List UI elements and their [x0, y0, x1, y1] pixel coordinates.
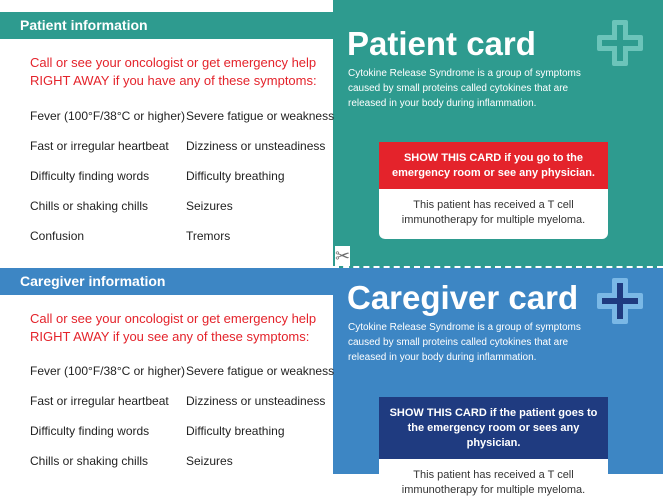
patient-info-header: Patient information	[0, 12, 333, 39]
caregiver-symptom: Severe fatigue or weakness	[186, 364, 335, 378]
patient-info-panel	[0, 0, 333, 268]
caregiver-card-title: Caregiver card	[347, 279, 579, 316]
caregiver-alert-text: Call or see your oncologist or get emergency help RIGHT AWAY if you see any of these symptoms:	[30, 311, 317, 344]
caregiver-symptom: Difficulty breathing	[186, 424, 285, 438]
patient-show-card-banner	[379, 142, 608, 189]
show-card-bold-text: SHOW THIS CARD	[403, 152, 502, 164]
caregiver-symptom: Fever (100°F/38°C or higher)	[30, 364, 185, 378]
patient-card-description: Cytokine Release Syndrome is a group of symptoms caused by small proteins called cytokines that are released in your body during inflammation.	[348, 68, 581, 109]
medical-cross-icon	[597, 20, 643, 66]
caregiver-section	[0, 268, 663, 496]
caregiver-info-panel	[0, 268, 333, 474]
patient-alert-text: Call or see your oncologist or get emergency help RIGHT AWAY if you have any of these symptoms:	[30, 55, 317, 88]
scissors-icon: ✂	[335, 246, 351, 266]
show-card-instruction: if you go to the emergency room or see any physician.	[392, 152, 595, 179]
caregiver-symptom: Chills or shaking chills	[30, 454, 149, 468]
patient-card-title: Patient card	[347, 25, 536, 62]
caregiver-show-card-box	[379, 397, 608, 496]
patient-symptom: Severe fatigue or weakness	[186, 109, 335, 123]
caregiver-symptom: Seizures	[186, 454, 233, 468]
medical-cross-icon	[597, 278, 643, 324]
caregiver-show-card-banner	[379, 397, 608, 459]
caregiver-symptom: Difficulty finding words	[30, 424, 150, 438]
patient-symptom: Fast or irregular heartbeat	[30, 139, 169, 153]
caregiver-card-description: Cytokine Release Syndrome is a group of symptoms caused by small proteins called cytokines that are released in your body during inflammation.	[348, 322, 581, 363]
patient-symptom: Fever (100°F/38°C or higher)	[30, 109, 185, 123]
patient-symptom: Seizures	[186, 199, 233, 213]
caregiver-symptom: Dizziness or unsteadiness	[186, 394, 326, 408]
show-card-bold-text: SHOW THIS CARD	[389, 407, 487, 419]
patient-symptom: Confusion	[30, 229, 85, 243]
caregiver-info-header: Caregiver information	[0, 268, 333, 295]
patient-symptom: Dizziness or unsteadiness	[186, 139, 326, 153]
patient-show-card-box	[379, 142, 608, 239]
patient-symptom: Tremors	[186, 229, 231, 243]
caregiver-symptom: Fast or irregular heartbeat	[30, 394, 169, 408]
cut-line	[333, 266, 663, 268]
patient-treatment-note: This patient has received a T cell immunotherapy for multiple myeloma.	[401, 199, 586, 226]
caregiver-treatment-note: This patient has received a T cell immunotherapy for multiple myeloma.	[401, 469, 586, 496]
patient-symptom: Difficulty finding words	[30, 169, 150, 183]
show-card-instruction: if the patient goes to the emergency room or sees any physician.	[407, 407, 598, 449]
patient-symptom: Chills or shaking chills	[30, 199, 149, 213]
patient-symptom: Difficulty breathing	[186, 169, 285, 183]
